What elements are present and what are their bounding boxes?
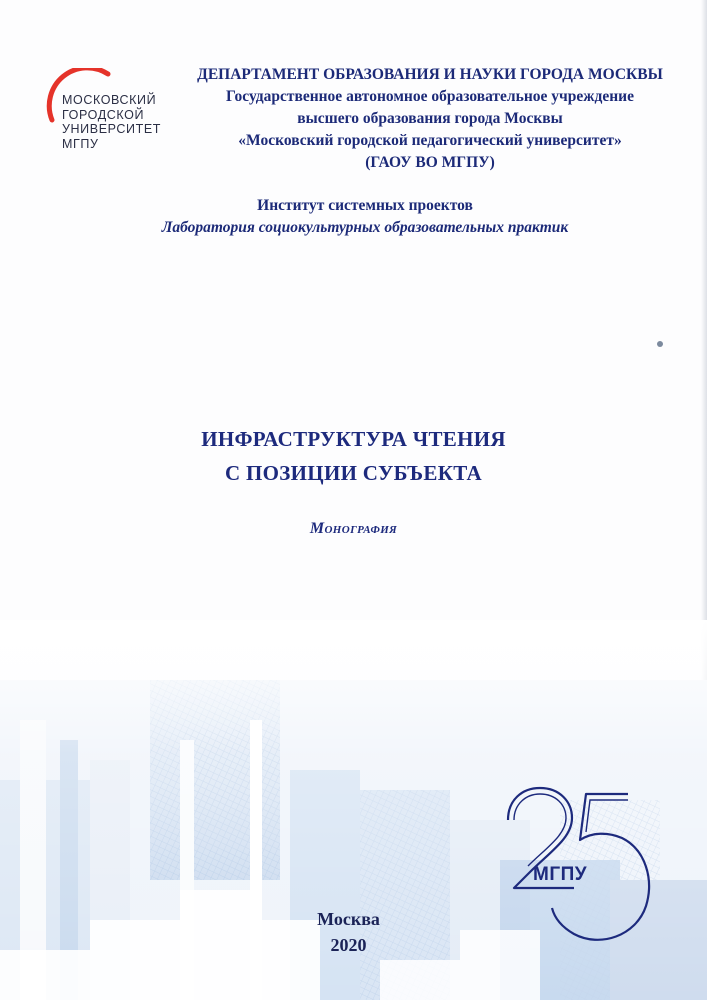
logo-line: ГОРОДСКОЙ [62, 107, 145, 122]
logo-text [62, 93, 161, 151]
institution-level: высшего образования города Москвы [297, 110, 563, 127]
imprint [0, 906, 707, 958]
scan-speck [657, 341, 663, 347]
logo-line: МГПУ [62, 136, 99, 151]
institute-block [100, 195, 630, 239]
imprint-year: 2020 [330, 935, 367, 955]
laboratory-name: Лаборатория социокультурных образовательных практик [161, 219, 569, 236]
university-logo [44, 68, 174, 158]
title-line: С ПОЗИЦИИ СУБЪЕКТА [225, 461, 482, 485]
anniversary-label: МГПУ [533, 864, 588, 885]
book-genre: Монография [309, 520, 398, 537]
logo-line: УНИВЕРСИТЕТ [62, 122, 162, 136]
department-name: ДЕПАРТАМЕНТ ОБРАЗОВАНИЯ И НАУКИ ГОРОДА МОСКВЫ [197, 66, 663, 83]
logo-line: МОСКОВСКИЙ [62, 93, 157, 107]
institute-name: Институт системных проектов [257, 197, 473, 214]
university-name: «Московский городской педагогический университет» [238, 132, 622, 149]
institution-type: Государственное автономное образовательное учреждение [226, 88, 634, 105]
publisher-header [170, 64, 690, 174]
book-title [0, 422, 707, 490]
university-abbrev: (ГАОУ ВО МГПУ) [365, 154, 495, 171]
imprint-city: Москва [317, 909, 380, 929]
title-line: ИНФРАСТРУКТУРА ЧТЕНИЯ [201, 427, 506, 451]
